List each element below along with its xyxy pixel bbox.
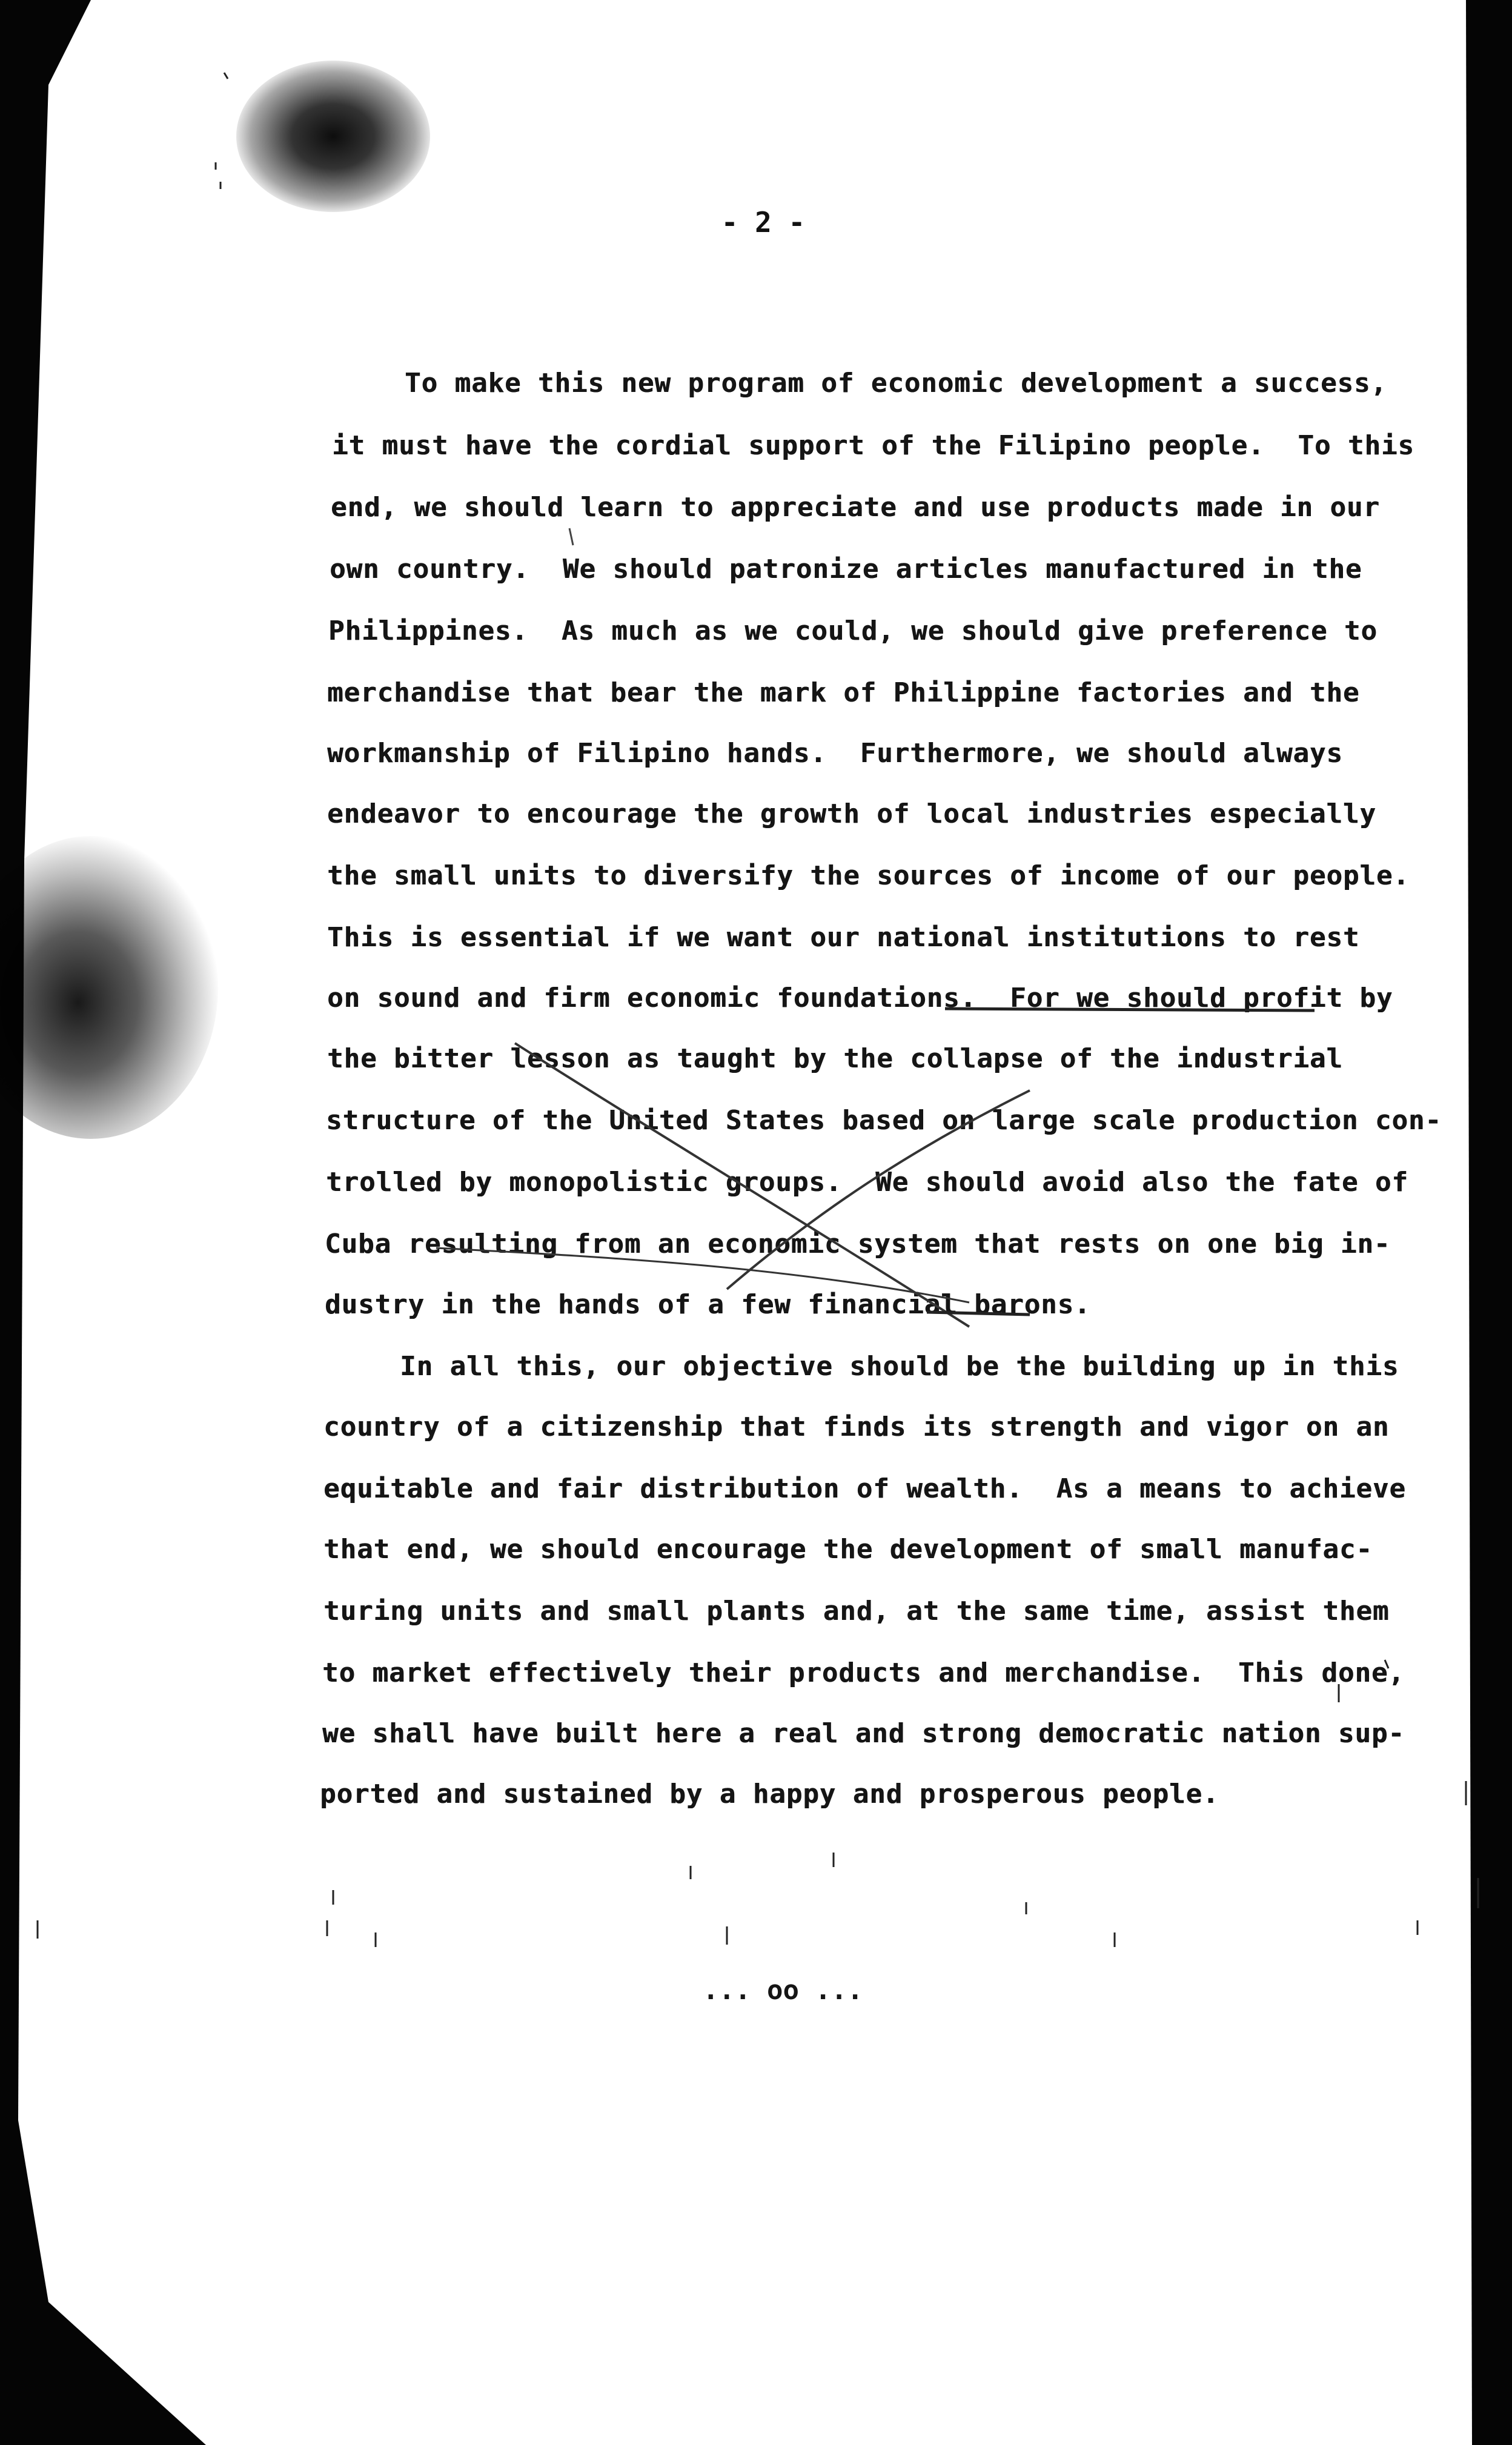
text-line: workmanship of Filipino hands. Furthermore, we should always: [327, 738, 1343, 769]
text-line: the small units to diversify the sources of income of our people.: [327, 860, 1410, 891]
text-line: dustry in the hands of a few financial barons.: [325, 1289, 1091, 1320]
page-number: - 2 -: [721, 206, 806, 239]
text-line: Philippines. As much as we could, we should give preference to: [328, 615, 1378, 646]
text-line: In all this, our objective should be the building up in this: [400, 1351, 1399, 1382]
text-line: the bitter lesson as taught by the collapse of the industrial: [327, 1043, 1343, 1074]
text-line: own country. We should patronize articles manufactured in the: [330, 554, 1362, 585]
text-line: it must have the cordial support of the Filipino people. To this: [332, 430, 1414, 461]
text-line: ported and sustained by a happy and prosperous people.: [320, 1779, 1219, 1810]
text-line: To make this new program of economic development a success,: [405, 368, 1387, 399]
text-line: structure of the United States based on large scale production con-: [326, 1105, 1442, 1136]
text-line: country of a citizenship that finds its strength and vigor on an: [323, 1412, 1390, 1442]
text-line: turing units and small plants and, at the same time, assist them: [323, 1596, 1390, 1627]
text-line: trolled by monopolistic groups. We should avoid also the fate of: [326, 1167, 1408, 1198]
text-line: Cuba resulting from an economic system that rests on one big in-: [325, 1229, 1391, 1259]
text-line: end, we should learn to appreciate and use products made in our: [331, 492, 1380, 523]
text-line: endeavor to encourage the growth of local industries especially: [327, 798, 1376, 829]
text-line: to market effectively their products and merchandise. This done,: [322, 1657, 1405, 1688]
text-line: on sound and firm economic foundations. For we should profit by: [327, 983, 1393, 1013]
text-line: equitable and fair distribution of wealth. As a means to achieve: [323, 1473, 1406, 1504]
text-line: merchandise that bear the mark of Philippine factories and the: [327, 677, 1360, 708]
text-line: we shall have built here a real and strong democratic nation sup-: [322, 1718, 1405, 1749]
text-line: This is essential if we want our national institutions to rest: [327, 922, 1360, 953]
text-line: that end, we should encourage the development of small manufac-: [323, 1534, 1373, 1565]
end-mark: ... oo ...: [703, 1975, 863, 2006]
